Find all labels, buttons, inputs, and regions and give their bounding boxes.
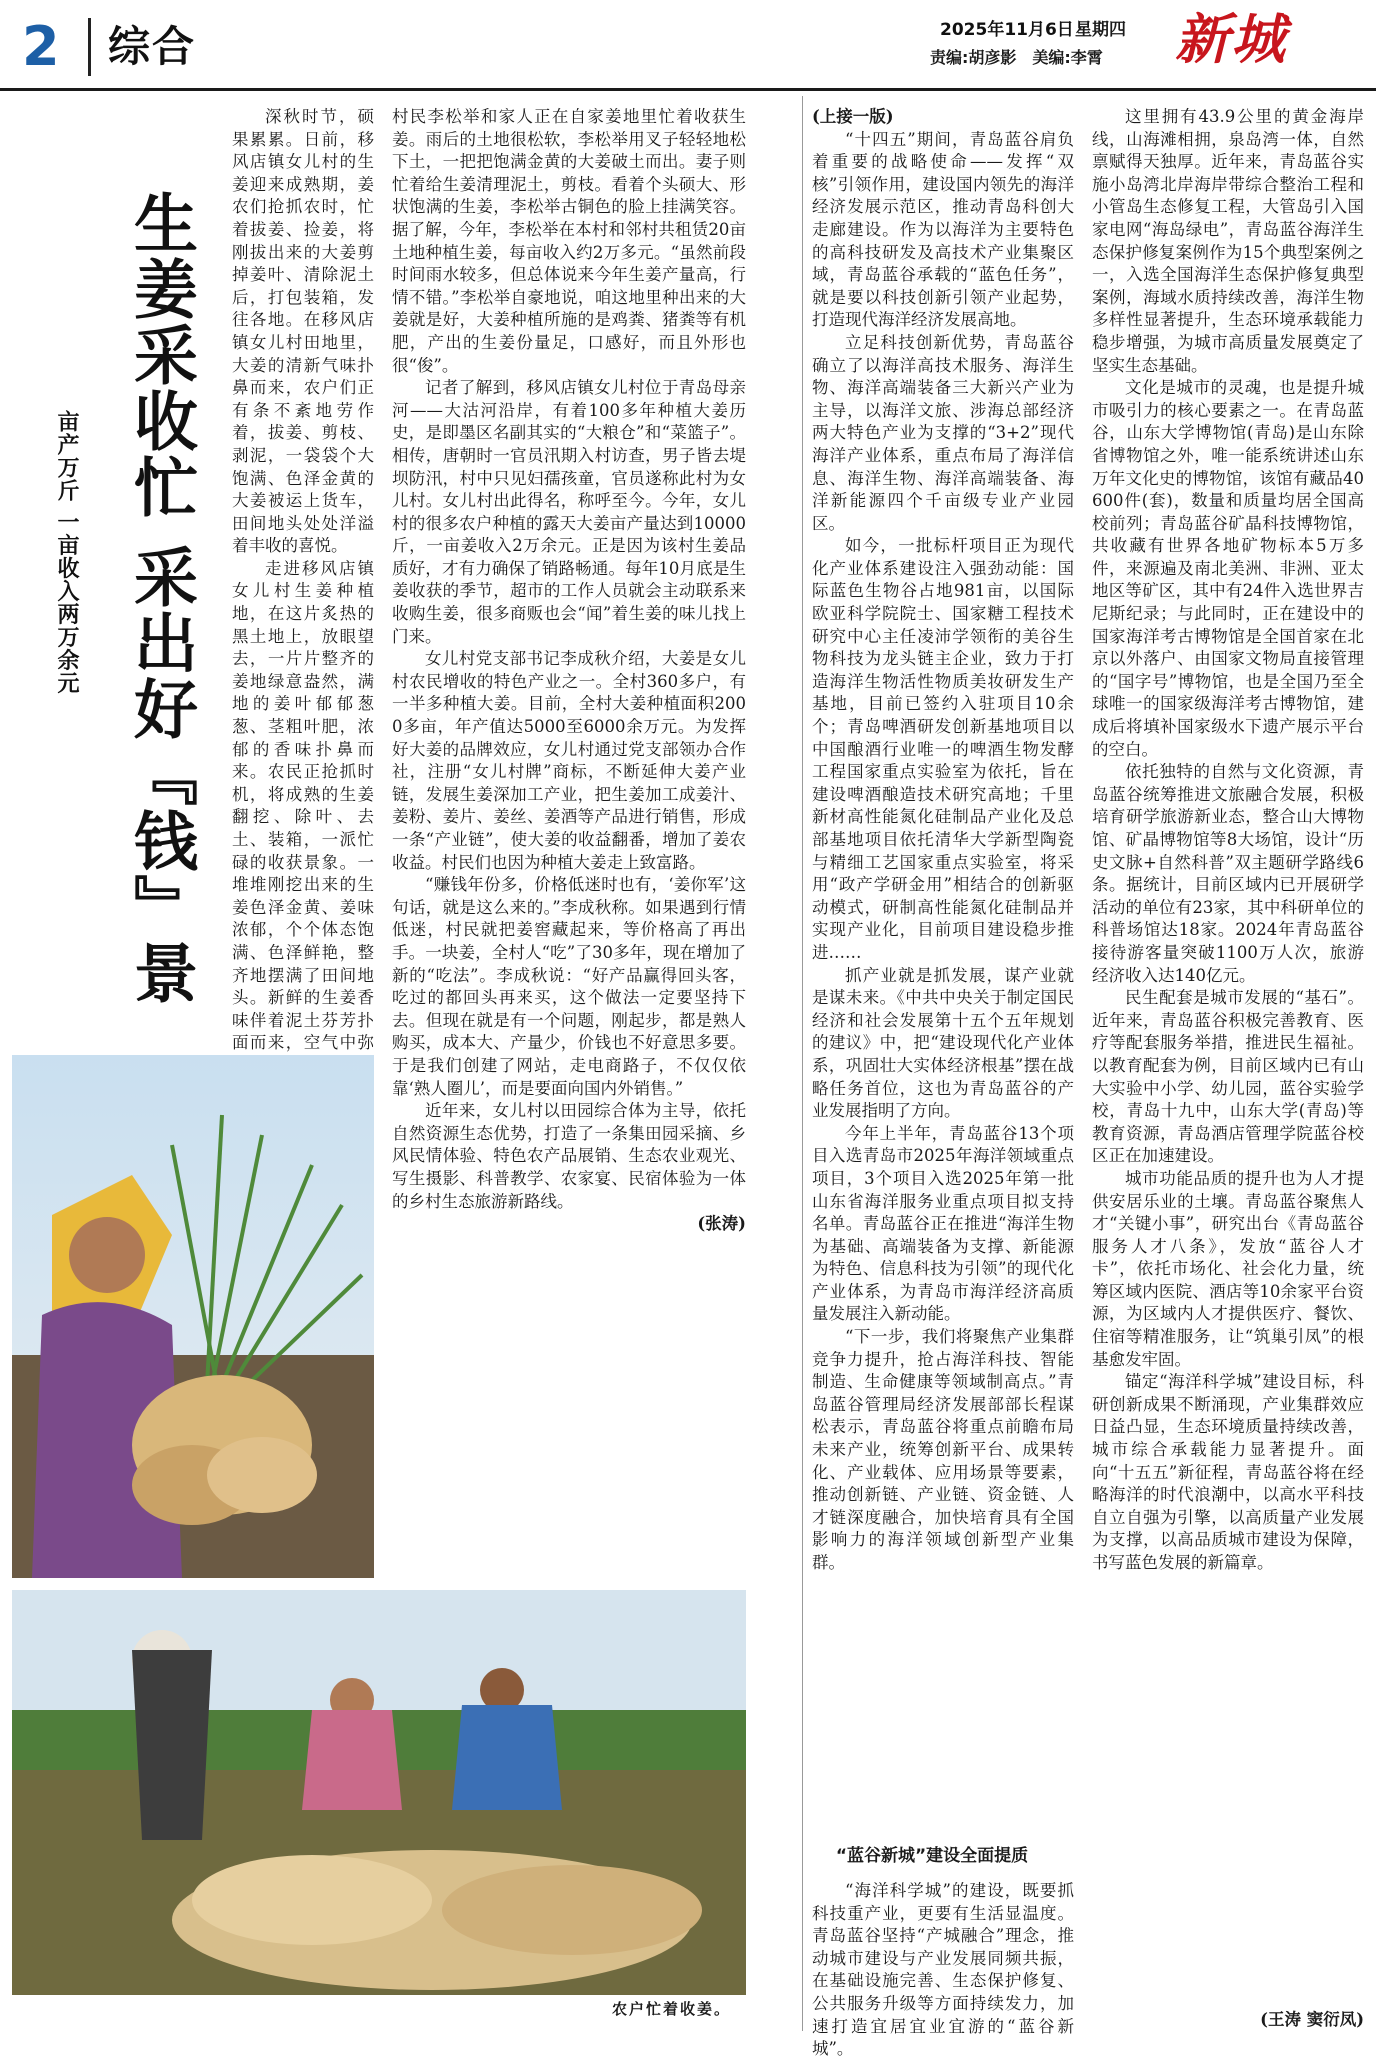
paragraph: 记者了解到，移风店镇女儿村位于青岛母亲河——大沽河沿岸，有着100多年种植大姜历史，是即墨区名副其实的“大粮仓”和“菜篮子”。相传，唐朝时一官员汛期入村访查，男子皆去堤坝防汛，村中只见妇孺孩童，官员遂称此村为女儿村。女儿村出此得名，称呼至今。今年，女儿村的很多农户种植的露天大姜亩产量达到10000斤，一亩姜收入2万余元。正是因为该村生姜品质好，才有力确保了销路畅通。每年10月底是生姜收获的季节，超市的工作人员就会主动联系来收购生姜，很多商贩也会“闻”着生姜的味儿找上门来。 — [392, 378, 746, 646]
paragraph: 立足科技创新优势，青岛蓝谷确立了以海洋高技术服务、海洋生物、海洋高端装备三大新兴产业为主导，以海洋文旅、涉海总部经济两大特色产业为支撑的“3+2”现代海洋产业体系，重点布局了海洋信息、海洋生物、海洋高端装备、海洋新能源四个千亩级专业产业园区。 — [812, 332, 1074, 533]
paragraph: 村民李松举和家人正在自家姜地里忙着收获生姜。雨后的土地很松软，李松举用叉子轻轻地松下土，一把把饱满金黄的大姜破土而出。妻子则忙着给生姜清理泥土，剪枝。看着个头硕大、形状饱满的生姜，李松举古铜色的脸上挂满笑容。据了解，今年，李松举在本村和邻村共租赁20亩土地种植生姜，每亩收入约2万多元。“虽然前段时间雨水较多，但总体说来今年生姜产量高，行情不错。”李松举自豪地说，咱这地里种出来的大姜就是好，大姜种植所施的是鸡粪、猪粪等有机肥，产出的生姜份量足，口感好，而且外形也很“俊”。 — [392, 107, 746, 375]
page-number: 2 — [22, 15, 60, 78]
paragraph: 如今，一批标杆项目正为现代化产业体系建设注入强劲动能：国际蓝色生物谷占地981亩，以国际欧亚科学院院士、国家糖工程技术研究中心主任凌沛学领衔的美谷生物科技为龙头链主企业，致力于打造海洋生物活性物质美妆研发生产基地，目前已签约入驻项目10余个；青岛啤酒研发创新基地项目以中国酿酒行业唯一的啤酒生物发酵工程国家重点实验室为依托，旨在建设啤酒酿造技术研究高地；千里新材高性能氮化硅制品产业化及总部基地项目依托清华大学新型陶瓷与精细工艺国家重点实验室，将采用“政产学研金用”相结合的创新驱动模式，研制高性能氮化硅制品并实现产业化，目前项目建设稳步推进…… — [812, 536, 1074, 962]
issue-weekday: 星期四 — [1075, 20, 1126, 40]
section-title: 综合 — [108, 22, 197, 71]
article2-subhead: “蓝谷新城”建设全面提质 — [835, 1846, 1029, 1866]
editors-credit: 责编:胡彦影 美编:李霄 — [930, 48, 1103, 67]
masthead-divider — [88, 18, 91, 76]
paragraph: 近年来，女儿村以田园综合体为主导，依托自然资源生态优势，打造了一条集田园采摘、乡风民情体验、特色农产品展销、生态农业观光、写生摄影、科普教学、农家宴、民宿体验为一体的乡村生态旅游新路线。 — [392, 1101, 746, 1211]
article-headline: 生姜采收忙 采出好『钱』景 — [123, 190, 197, 1007]
paragraph: 锚定“海洋科学城”建设目标，科研创新成果不断涌现，产业集群效应日益凸显，生态环境质量持续改善，城市综合承载能力显著提升。面向“十五五”新征程，青岛蓝谷将在经略海洋的时代浪潮中，以高水平科技自立自强为引擎，以高质量产业发展为支撑，以高品质城市建设为保障，书写蓝色发展的新篇章。 — [1092, 1372, 1364, 1572]
ginger-farmer-illustration — [12, 1055, 374, 1578]
continued-label: (上接一版) — [812, 107, 894, 126]
article2-col1-tail — [812, 1880, 1074, 2059]
paragraph: 文化是城市的灵魂，也是提升城市吸引力的核心要素之一。在青岛蓝谷，山东大学博物馆(青岛)是山东除省博物馆之外，唯一能系统讲述山东万年文化史的博物馆，该馆有藏品40600件(套)，数量和质量均居全国高校前列；青岛蓝谷矿晶科技博物馆，共收藏有世界各地矿物标本5万多件，来源遍及南北美洲、非洲、亚太地区等矿区，其中有24件入选世界吉尼斯纪录；与此同时，正在建设中的国家海洋考古博物馆是全国首家在北京以外落户、由国家文物局直接管理的“国字号”博物馆，也是全国乃至全球唯一的国家级海洋考古博物馆，建成后将填补国家级水下遗产展示平台的空白。 — [1092, 378, 1364, 759]
photo-ginger-farmer — [12, 1055, 374, 1578]
article2-col1 — [812, 106, 1074, 1841]
ginger-harvest-illustration — [12, 1590, 746, 1995]
newspaper-logo: 新城 — [1175, 7, 1287, 71]
paragraph: “海洋科学城”的建设，既要抓科技重产业，更要有生活显温度。青岛蓝谷坚持“产城融合”理念，推动城市建设与产业发展同频共振，在基础设施完善、生态保护修复、公共服务升级等方面持续发力，加速打造宜居宜业宜游的“蓝谷新城”。 — [812, 1881, 1074, 2059]
issue-date: 2025年11月6日 — [940, 20, 1074, 40]
masthead-rule — [0, 88, 1376, 91]
article1-col1 — [232, 106, 374, 1053]
paragraph: “下一步，我们将聚焦产业集群竞争力提升，抢占海洋科技、智能制造、生命健康等领域制高点。”青岛蓝谷管理局经济发展部部长程谋松表示，青岛蓝谷将重点前瞻布局未来产业，统筹创新平台、成果转化、产业载体、应用场景等要素，推动创新链、产业链、资金链、人才链深度融合，加快培育具有全国影响力的海洋领域创新型产业集群。 — [812, 1327, 1074, 1572]
article2-col2 — [1092, 106, 1364, 2001]
article2-byline: (王涛 窦衍凤) — [1260, 2010, 1364, 2029]
byline: (张涛) — [697, 1214, 746, 1234]
column-divider — [802, 96, 803, 2031]
paragraph: 深秋时节，硕果累累。日前，移风店镇女儿村的生姜迎来成熟期，姜农们抢抓农时，忙着拔姜、捡姜，将刚拔出来的大姜剪掉姜叶、清除泥土后，打包装箱，发往各地。在移风店镇女儿村田地里，大姜的清新气味扑鼻而来，农户们正有条不紊地劳作着，拔姜、剪枝、剥泥，一袋袋个大饱满、色泽金黄的大姜被运上货车，田间地头处处洋溢着丰收的喜悦。 — [232, 107, 374, 556]
paragraph: 城市功能品质的提升也为人才提供安居乐业的土壤。青岛蓝谷聚焦人才“关键小事”，研究出台《青岛蓝谷服务人才八条》，发放“蓝谷人才卡”，依托市场化、社会化力量，统筹区域内医院、酒店等10余家平台资源，为区域内人才提供医疗、餐饮、住宿等精准服务，让“筑巢引凤”的根基愈发牢固。 — [1092, 1168, 1364, 1369]
article1-col2 — [392, 106, 746, 1586]
photo-ginger-harvest — [12, 1590, 746, 1995]
paragraph: 走进移风店镇女儿村生姜种植地，在这片炙热的黑土地上，放眼望去，一片片整齐的姜地绿意盎然，满地的姜叶郁郁葱葱、茎粗叶肥，浓郁的香味扑鼻而来。农民正抢抓时机，将成熟的生姜翻挖、除叶、去土、装箱，一派忙碌的收获景象。一堆堆刚挖出来的生姜色泽金黄、姜味浓郁，个个体态饱满、色泽鲜艳，整齐地摆满了田间地头。新鲜的生姜香味伴着泥土芬芳扑面而来，空气中弥 — [232, 558, 374, 1053]
paragraph: “赚钱年份多，价格低迷时也有，‘姜你军’这句话，就是这么来的。”李成秋称。如果遇到行情低迷，村民就把姜窖藏起来，等价格高了再出手。一块姜，全村人“吃”了30多年，现在增加了新的“吃法”。李成秋说：“好产品赢得回头客，吃过的都回头再来买，这个做法一定要坚持下去。但现在就是有一个问题，刚起步，都是熟人购买，成本大、产量少，价钱也不好意思多要。于是我们创建了网站，走电商路子，不仅仅依靠‘熟人圈儿’，而是要面向国内外销售。” — [392, 875, 746, 1098]
paragraph: 今年上半年，青岛蓝谷13个项目入选青岛市2025年海洋领域重点项目，3个项目入选2025年第一批山东省海洋服务业重点项目拟支持名单。青岛蓝谷正在推进“海洋生物为基础、高端装备为支撑、新能源为特色、信息科技为引领”的现代化产业体系，为青岛市海洋经济高质量发展注入新动能。 — [812, 1123, 1074, 1324]
article-subheadline: 亩产万斤 一亩收入两万余元 — [54, 410, 80, 695]
paragraph: 依托独特的自然与文化资源，青岛蓝谷统筹推进文旅融合发展，积极培育研学旅游新业态，整合山大博物馆、矿晶博物馆等8大场馆，设计“历史文脉+自然科普”双主题研学路线6条。据统计，目前区域内已开展研学活动的单位有23家，其中科研单位的科普场馆达18家。2024年青岛蓝谷接待游客量突破1100万人次，旅游经济收入达140亿元。 — [1092, 762, 1364, 985]
paragraph: 抓产业就是抓发展，谋产业就是谋未来。《中共中央关于制定国民经济和社会发展第十五个五年规划的建议》中，把“建设现代化产业体系，巩固壮大实体经济根基”摆在战略任务首位，这也为青岛蓝谷的产业发展指明了方向。 — [812, 965, 1074, 1121]
photo-caption: 农户忙着收姜。 — [612, 2000, 732, 2018]
paragraph: “十四五”期间，青岛蓝谷肩负着重要的战略使命——发挥“双核”引领作用，建设国内领先的海洋经济发展示范区，推动青岛科创大走廊建设。作为以海洋为主要特色的高科技研发及高技术产业集聚区域，青岛蓝谷承载的“蓝色任务”，就是要以科技创新引领产业起势，打造现代海洋经济发展高地。 — [812, 129, 1074, 330]
paragraph: 女儿村党支部书记李成秋介绍，大姜是女儿村农民增收的特色产业之一。全村360多户，有一半多种植大姜。目前，全村大姜种植面积2000多亩，年产值达5000至6000余万元。为发挥好大姜的品牌效应，女儿村通过党支部领办合作社，注册“女儿村牌”商标，不断延伸大姜产业链，发展生姜深加工产业，把生姜加工成姜汁、姜粉、姜片、姜丝、姜酒等产品进行销售，形成一条“产业链”，使大姜的收益翻番，增加了姜农收益。村民们也因为种植大姜走上致富路。 — [392, 649, 746, 872]
paragraph: 这里拥有43.9公里的黄金海岸线，山海滩相拥，泉岛湾一体，自然禀赋得天独厚。近年来，青岛蓝谷实施小岛湾北岸海岸带综合整治工程和小管岛生态修复工程，大管岛引入国家电网“海岛绿电”，青岛蓝谷海洋生态保护修复案例作为15个典型案例之一，入选全国海洋生态保护修复典型案例，海域水质持续改善，海洋生物多样性显著提升，生态环境承载能力稳步增强，为城市高质量发展奠定了坚实生态基础。 — [1092, 107, 1364, 375]
paragraph: 民生配套是城市发展的“基石”。近年来，青岛蓝谷积极完善教育、医疗等配套服务举措，推进民生福祉。以教育配套为例，目前区域内已有山大实验中小学、幼儿园，蓝谷实验学校，青岛十九中，山东大学(青岛)等教育资源，青岛酒店管理学院蓝谷校区正在加速建设。 — [1092, 988, 1364, 1166]
